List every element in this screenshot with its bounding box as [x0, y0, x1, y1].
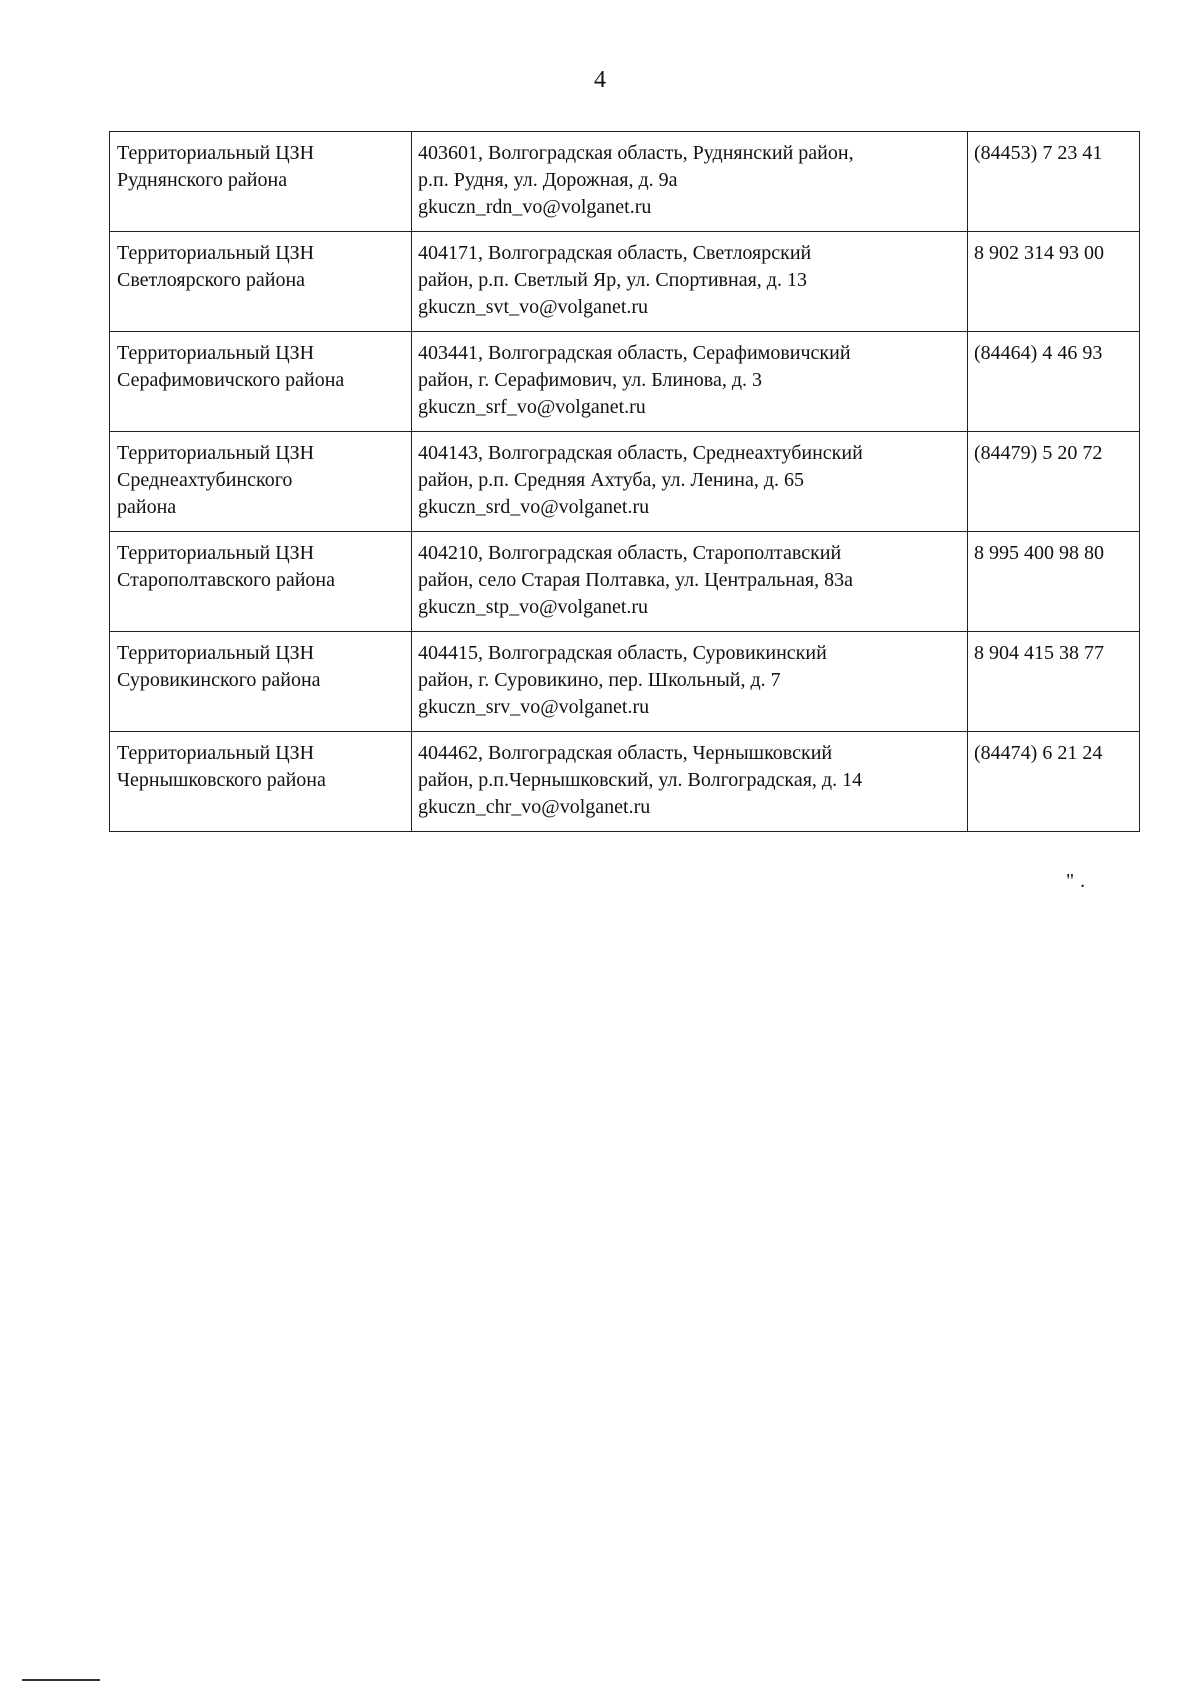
- address-line: район, р.п. Средняя Ахтуба, ул. Ленина, д. 65: [418, 469, 804, 491]
- table-row: [110, 732, 1140, 832]
- center-name-cell: [110, 632, 412, 732]
- phone-cell: (84479) 5 20 72: [968, 432, 1140, 532]
- center-name-line: Территориальный ЦЗН: [117, 142, 315, 164]
- address-line: 403601, Волгоградская область, Руднянский район,: [418, 142, 854, 164]
- center-name-line: Светлоярского района: [117, 269, 306, 291]
- address-line: 404171, Волгоградская область, Светлоярский: [418, 242, 812, 264]
- address-line: район, село Старая Полтавка, ул. Центральная, 83а: [418, 569, 853, 591]
- address-line: район, г. Суровикино, пер. Школьный, д. 7: [418, 669, 781, 691]
- address-line: 403441, Волгоградская область, Серафимовичский: [418, 342, 851, 364]
- center-name-line: Среднеахтубинского: [117, 469, 293, 491]
- address-line: район, р.п.Чернышковский, ул. Волгоградская, д. 14: [418, 769, 863, 791]
- center-name-line: Чернышковского района: [117, 769, 326, 791]
- table-row: [110, 532, 1140, 632]
- phone-cell: 8 995 400 98 80: [968, 532, 1140, 632]
- phone-cell: (84474) 6 21 24: [968, 732, 1140, 832]
- email-text: gkuczn_chr_vo@volganet.ru: [418, 796, 651, 818]
- address-line: район, р.п. Светлый Яр, ул. Спортивная, д. 13: [418, 269, 807, 291]
- email-text: gkuczn_stp_vo@volganet.ru: [418, 596, 649, 618]
- email-text: gkuczn_srd_vo@volganet.ru: [418, 496, 650, 518]
- address-line: 404415, Волгоградская область, Суровикинский: [418, 642, 827, 664]
- center-name-cell: [110, 332, 412, 432]
- table-row: [110, 132, 1140, 232]
- email-text: gkuczn_srv_vo@volganet.ru: [418, 696, 650, 718]
- center-name-line: Территориальный ЦЗН: [117, 342, 315, 364]
- phone-cell: (84453) 7 23 41: [968, 132, 1140, 232]
- table-row: [110, 432, 1140, 532]
- center-name-line: Суровикинского района: [117, 669, 321, 691]
- address-line: 404210, Волгоградская область, Старополтавский: [418, 542, 842, 564]
- center-name-line: Старополтавского района: [117, 569, 335, 591]
- center-name-line: Территориальный ЦЗН: [117, 642, 315, 664]
- address-line: 404143, Волгоградская область, Среднеахтубинский: [418, 442, 863, 464]
- address-line: 404462, Волгоградская область, Чернышковский: [418, 742, 833, 764]
- address-cell: [412, 132, 968, 232]
- address-cell: [412, 232, 968, 332]
- center-name-line: Территориальный ЦЗН: [117, 242, 315, 264]
- email-text: gkuczn_srf_vo@volganet.ru: [418, 396, 646, 418]
- center-name-cell: [110, 232, 412, 332]
- phone-cell: 8 902 314 93 00: [968, 232, 1140, 332]
- center-name-line: Серафимовичского района: [117, 369, 345, 391]
- page-number: 4: [594, 67, 606, 93]
- center-name-cell: [110, 132, 412, 232]
- table-row: [110, 232, 1140, 332]
- center-name-cell: [110, 732, 412, 832]
- center-name-line: Территориальный ЦЗН: [117, 442, 315, 464]
- address-line: р.п. Рудня, ул. Дорожная, д. 9а: [418, 169, 678, 191]
- scan-artifact-line: [22, 1679, 100, 1681]
- center-name-line: района: [117, 496, 177, 518]
- center-name-line: Руднянского района: [117, 169, 288, 191]
- phone-cell: 8 904 415 38 77: [968, 632, 1140, 732]
- address-cell: [412, 332, 968, 432]
- phone-cell: (84464) 4 46 93: [968, 332, 1140, 432]
- employment-centers-table: [109, 131, 1140, 832]
- address-cell: [412, 432, 968, 532]
- center-name-line: Территориальный ЦЗН: [117, 742, 315, 764]
- center-name-cell: [110, 432, 412, 532]
- center-name-line: Территориальный ЦЗН: [117, 542, 315, 564]
- address-cell: [412, 732, 968, 832]
- table-row: [110, 332, 1140, 432]
- email-text: gkuczn_rdn_vo@volganet.ru: [418, 196, 652, 218]
- address-line: район, г. Серафимович, ул. Блинова, д. 3: [418, 369, 763, 391]
- email-text: gkuczn_svt_vo@volganet.ru: [418, 296, 649, 318]
- table-row: [110, 632, 1140, 732]
- address-cell: [412, 632, 968, 732]
- center-name-cell: [110, 532, 412, 632]
- address-cell: [412, 532, 968, 632]
- closing-quote-mark: ".: [1066, 870, 1092, 892]
